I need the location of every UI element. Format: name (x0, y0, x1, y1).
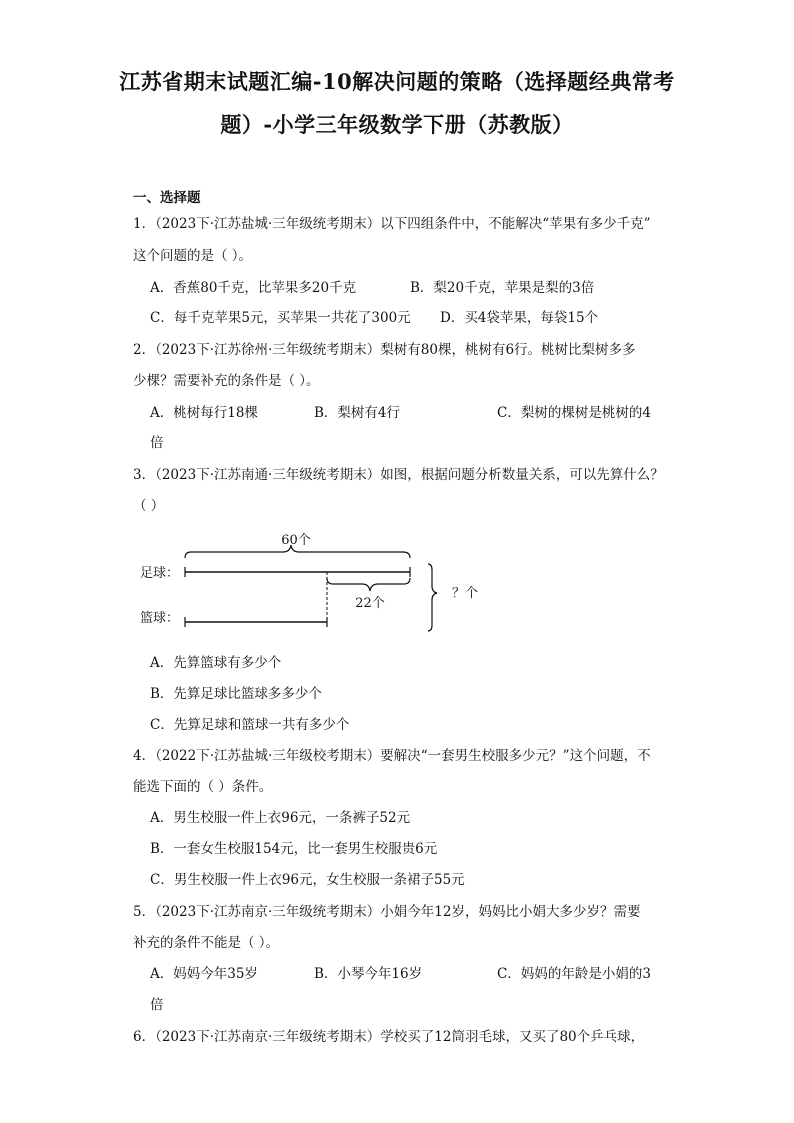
q4-stem-line-2: 能选下面的（ ）条件。 (133, 779, 273, 795)
q3-option-c: C．先算足球和篮球一共有多少个 (150, 717, 350, 733)
q6-stem-line-1: 6．（2023下·江苏南京·三年级统考期末）学校买了12筒羽毛球，又买了80个乒乓球， (133, 1029, 645, 1045)
q4-option-c: C．男生校服一件上衣96元，女生校服一条裙子55元 (150, 872, 465, 888)
q5-option-c: C．妈妈的年龄是小娟的3 (497, 966, 651, 982)
title-line-1: 江苏省期末试题汇编-10解决问题的策略（选择题经典常考 (119, 69, 675, 94)
difference-label: 22个 (355, 596, 385, 611)
q5-option-c-continued: 倍 (150, 997, 164, 1013)
q2-option-c-continued: 倍 (150, 435, 164, 451)
sum-label: ？个 (452, 586, 479, 601)
title-line-2: 题）-小学三年级数学下册（苏教版） (220, 112, 574, 137)
q5-option-b: B．小琴今年16岁 (314, 966, 423, 982)
difference-brace (327, 578, 410, 591)
section-heading: 一、选择题 (133, 190, 201, 206)
total-football-label: 60个 (281, 533, 311, 548)
q2-stem-line-1: 2．（2023下·江苏徐州·三年级统考期末）梨树有80棵，桃树有6行。桃树比梨树多多 (133, 342, 636, 358)
q3-stem-line-1: 3．（2023下·江苏南通·三年级统考期末）如图，根据问题分析数量关系，可以先算什么？ (133, 467, 664, 483)
q3-option-a: A．先算篮球有多少个 (150, 655, 282, 671)
q3-option-b: B．先算足球比篮球多多少个 (150, 686, 322, 702)
football-label: 足球： (140, 566, 180, 581)
q1-stem-line-2: 这个问题的是（ ）。 (133, 248, 253, 264)
q1-stem-line-1: 1．（2023下·江苏盐城·三年级统考期末）以下四组条件中，不能解决“苹果有多少千克” (133, 216, 651, 232)
basketball-label: 篮球： (140, 611, 180, 626)
q2-stem-line-2: 少棵？需要补充的条件是（ ）。 (133, 373, 320, 389)
q4-option-b: B．一套女生校服154元，比一套男生校服贵6元 (150, 841, 438, 857)
q5-stem-line-1: 5．（2023下·江苏南京·三年级统考期末）小娟今年12岁，妈妈比小娟大多少岁？需要 (133, 904, 641, 920)
q2-option-a: A．桃树每行18棵 (150, 405, 258, 421)
q3-stem-line-2: （ ） (133, 498, 165, 514)
q2-option-c: C．梨树的棵树是桃树的4 (497, 405, 651, 421)
q5-option-a: A．妈妈今年35岁 (150, 966, 258, 982)
line-segment-diagram (140, 526, 500, 638)
q1-option-a: A．香蕉80千克，比苹果多20千克 (150, 280, 357, 296)
q4-option-a: A．男生校服一件上衣96元，一条裤子52元 (150, 810, 411, 826)
q2-option-b: B．梨树有4行 (314, 405, 401, 421)
q1-option-d: D．买4袋苹果，每袋15个 (440, 310, 599, 326)
q1-option-c: C．每千克苹果5元，买苹果一共花了300元 (150, 310, 411, 326)
sum-brace (428, 564, 437, 631)
q5-stem-line-2: 补充的条件不能是（ ）。 (133, 935, 280, 951)
q1-option-b: B．梨20千克，苹果是梨的3倍 (410, 280, 595, 296)
q4-stem-line-1: 4．（2022下·江苏盐城·三年级校考期末）要解决“一套男生校服多少元？”这个问题，不 (133, 748, 651, 764)
